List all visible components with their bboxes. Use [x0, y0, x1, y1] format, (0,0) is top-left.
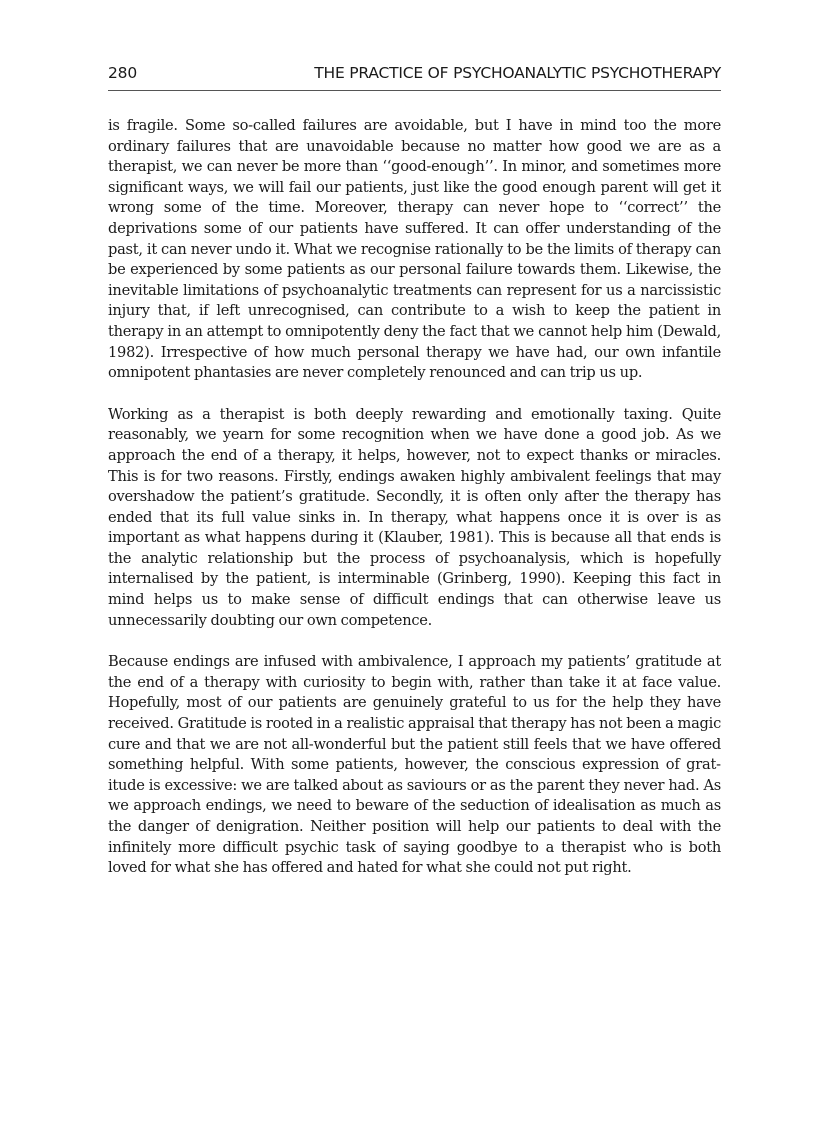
- running-header: [108, 64, 721, 88]
- header-rule: [108, 90, 721, 91]
- page-number: 280: [108, 64, 137, 82]
- paragraph: Working as a therapist is both deeply rewarding and emotionally taxing. Quite reasonably, we yearn for some recognition when we have done a good job. As we approach the end of a therapy, it helps, however, not to expect thanks or miracles. This is for two reasons. Firstly, endings awaken highly ambivalent feelings that may overshadow the patient’s gratitude. Secondly, it is often only after the therapy has ended that its full value sinks in. In therapy, what happens once it is over is as important as what happens during it (Klauber, 1981). This is because all that ends is the analytic relationship but the process of psychoanalysis, which is hopefully internalised by the patient, is interminable (Grinberg, 1990). Keeping this fact in mind helps us to make sense of difficult endings that can otherwise leave us unnecessarily doubting our own competence.: [108, 405, 721, 629]
- paragraph: Because endings are infused with ambivalence, I approach my patients’ gratitude at the end of a therapy with curiosity to begin with, rather than take it at face value. Hopefully, most of our patients are genuinely grateful to us for the help they have received. Gratitude is rooted in a realistic appraisal that therapy has not been a magic cure and that we are not all-wonderful but the patient still feels that we have offered something helpful. With some patients, however, the conscious expression of gratitude is excessive: we are talked about as saviours or as the parent they never had. As we approach endings, we need to beware of the seduction of idealisation as much as the danger of denigration. Neither position will help our patients to deal with the infinitely more difficult psychic task of saying goodbye to a therapist who is both loved for what she has offered and hated for what she could not put right.: [108, 653, 721, 877]
- paragraph: is fragile. Some so-called failures are avoidable, but I have in mind too the more ordinary failures that are unavoidable because no matter how good we are as a therapist, we can never be more than ‘‘good-enough’’. In minor, and sometimes more significant ways, we will fail our patients, just like the good enough parent will get it wrong some of the time. Moreover, therapy can never hope to ‘‘correct’’ the deprivations some of our patients have suffered. It can offer understanding of the past, it can never undo it. What we recognise rationally to be the limits of therapy can be experienced by some patients as our personal failure towards them. Likewise, the inevitable limitations of psychoanalytic treatments can represent for us a narcissistic injury that, if left unrecognised, can contribute to a wish to keep the patient in therapy in an attempt to omnipotently deny the fact that we cannot help him (Dewald, 1982). Irrespective of how much personal therapy we have had, our own infantile omnipotent phantasies are never completely renounced and can trip us up.: [108, 117, 721, 382]
- running-title: THE PRACTICE OF PSYCHOANALYTIC PSYCHOTHERAPY: [314, 64, 721, 82]
- body-text: [108, 116, 721, 900]
